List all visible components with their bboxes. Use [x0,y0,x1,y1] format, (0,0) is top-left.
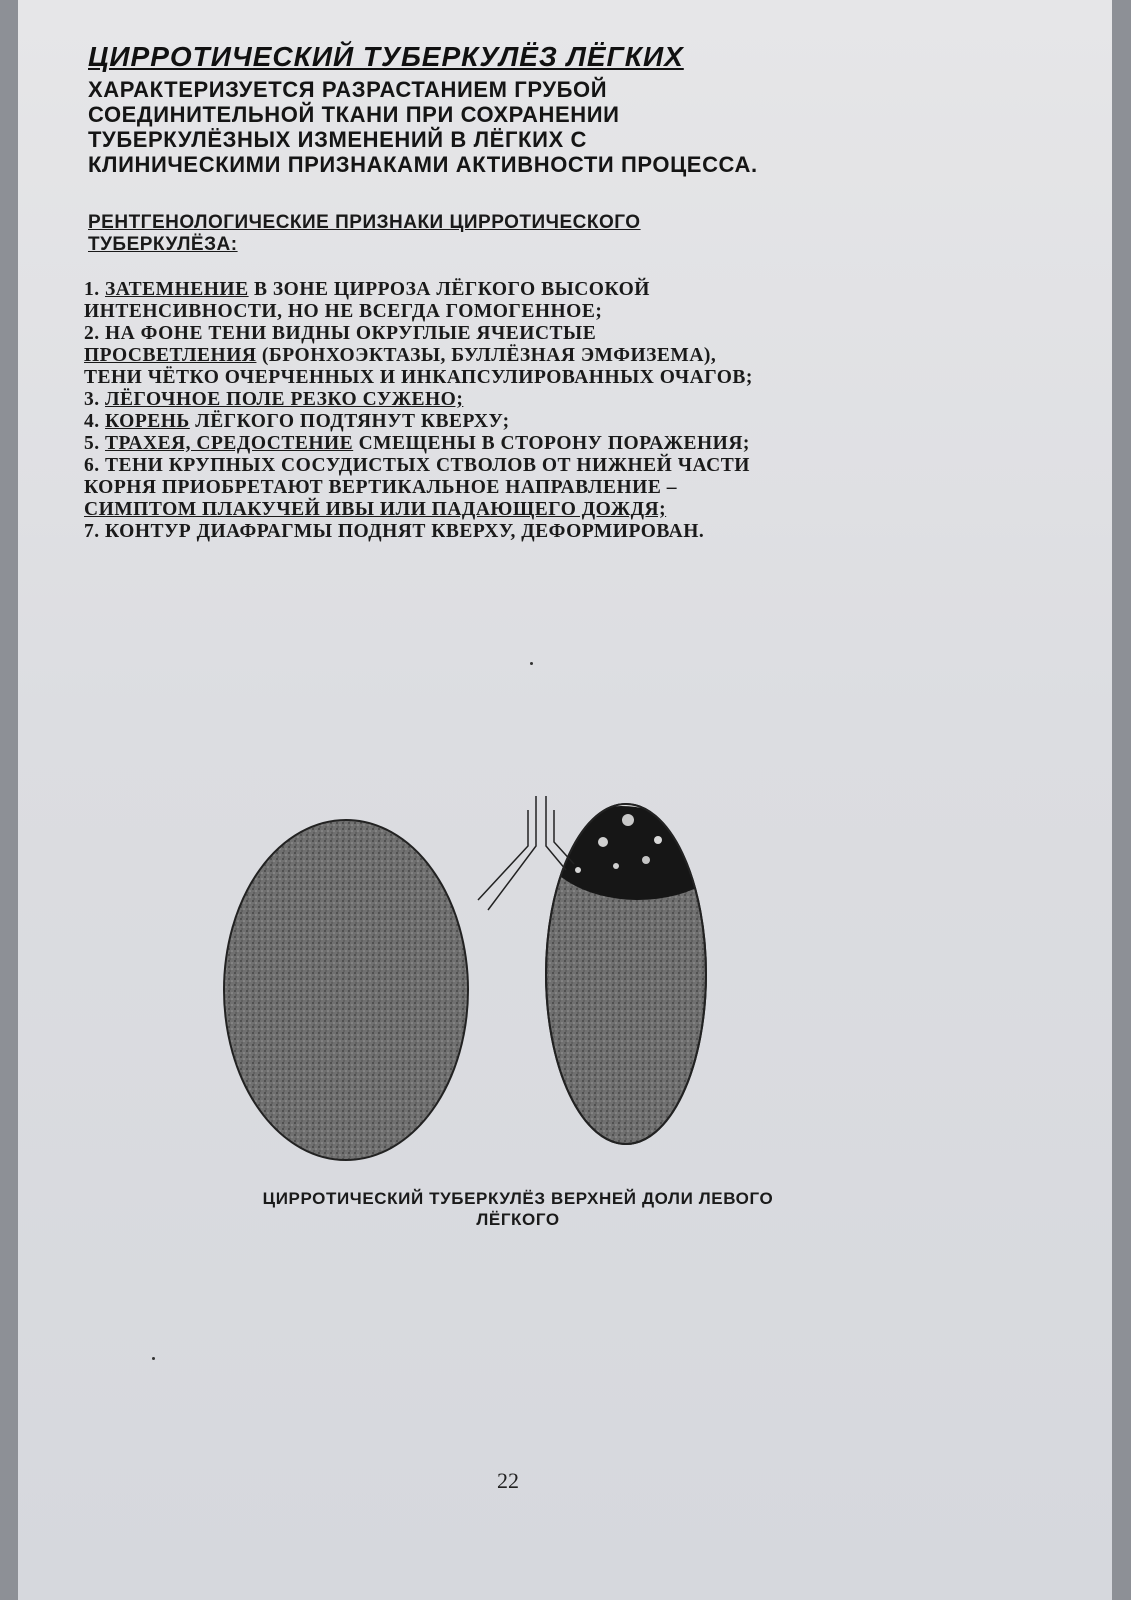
list-item: 2. НА ФОНЕ ТЕНИ ВИДНЫ ОКРУГЛЫЕ ЯЧЕИСТЫЕ [84,323,597,344]
heading-block [88,42,1088,177]
intro-line: ТУБЕРКУЛЁЗНЫХ ИЗМЕНЕНИЙ В ЛЁГКИХ С [88,126,587,152]
figure-caption [118,1188,918,1230]
key-term: ЛЁГОЧНОЕ ПОЛЕ РЕЗКО СУЖЕНО; [105,389,464,410]
caption-line: ЦИРРОТИЧЕСКИЙ ТУБЕРКУЛЁЗ ВЕРХНЕЙ ДОЛИ ЛЕВОГО [262,1189,774,1208]
key-term: СИМПТОМ ПЛАКУЧЕЙ ИВЫ ИЛИ ПАДАЮЩЕГО ДОЖДЯ; [84,499,667,520]
list-item-continuation: ИНТЕНСИВНОСТИ, НО НЕ ВСЕГДА ГОМОГЕННОЕ; [84,301,603,322]
list-item [84,411,1094,433]
key-term: КОРЕНЬ [105,411,190,432]
list-item-continuation: ТЕНИ ЧЁТКО ОЧЕРЧЕННЫХ И ИНКАПСУЛИРОВАННЫХ ОЧАГОВ; [84,367,753,388]
right-lung-shadow [224,820,468,1160]
intro-line: КЛИНИЧЕСКИМИ ПРИЗНАКАМИ АКТИВНОСТИ ПРОЦЕССА. [88,151,758,177]
document-title: ЦИРРОТИЧЕСКИЙ ТУБЕРКУЛЁЗ ЛЁГКИХ [88,41,684,72]
list-item: 6. ТЕНИ КРУПНЫХ СОСУДИСТЫХ СТВОЛОВ ОТ НИЖНЕЙ ЧАСТИ [84,455,750,476]
paper-speck [530,662,533,665]
item-number: 4. [84,411,100,432]
list-item [84,433,1094,455]
list-item [84,389,1094,411]
document-page [18,0,1112,1600]
item-number: 5. [84,433,100,454]
intro-paragraph [88,77,1088,177]
key-term: ПРОСВЕТЛЕНИЯ [84,345,257,366]
caption-line: ЛЁГКОГО [476,1210,560,1229]
intro-line: СОЕДИНИТЕЛЬНОЙ ТКАНИ ПРИ СОХРАНЕНИИ [88,101,620,127]
key-term: ЗАТЕМНЕНИЕ [105,279,249,300]
section-heading-line: ТУБЕРКУЛЁЗА: [88,234,238,255]
item-text: (БРОНХОЭКТАЗЫ, БУЛЛЁЗНАЯ ЭМФИЗЕМА), [256,345,717,366]
list-item-continuation: КОРНЯ ПРИОБРЕТАЮТ ВЕРТИКАЛЬНОЕ НАПРАВЛЕНИЕ – [84,477,677,498]
signs-list [84,279,1094,543]
item-text: ЛЁГКОГО ПОДТЯНУТ КВЕРХУ; [189,411,510,432]
list-item-continuation [84,345,1094,367]
item-text: СМЕЩЕНЫ В СТОРОНУ ПОРАЖЕНИЯ; [353,433,750,454]
paper-speck [152,1357,155,1360]
intro-line: ХАРАКТЕРИЗУЕТСЯ РАЗРАСТАНИЕМ ГРУБОЙ [88,76,608,102]
item-text: В ЗОНЕ ЦИРРОЗА ЛЁГКОГО ВЫСОКОЙ [248,279,650,300]
key-term: ТРАХЕЯ, СРЕДОСТЕНИЕ [105,433,354,454]
list-item [84,279,1094,301]
section-heading-line: РЕНТГЕНОЛОГИЧЕСКИЕ ПРИЗНАКИ ЦИРРОТИЧЕСКОГО [88,212,641,233]
lungs-illustration [18,780,1112,1180]
item-number: 1. [84,279,100,300]
list-item: 7. КОНТУР ДИАФРАГМЫ ПОДНЯТ КВЕРХУ, ДЕФОРМИРОВАН. [84,521,705,542]
item-number: 3. [84,389,100,410]
section-heading [88,212,968,256]
page-number: 22 [497,1468,519,1493]
